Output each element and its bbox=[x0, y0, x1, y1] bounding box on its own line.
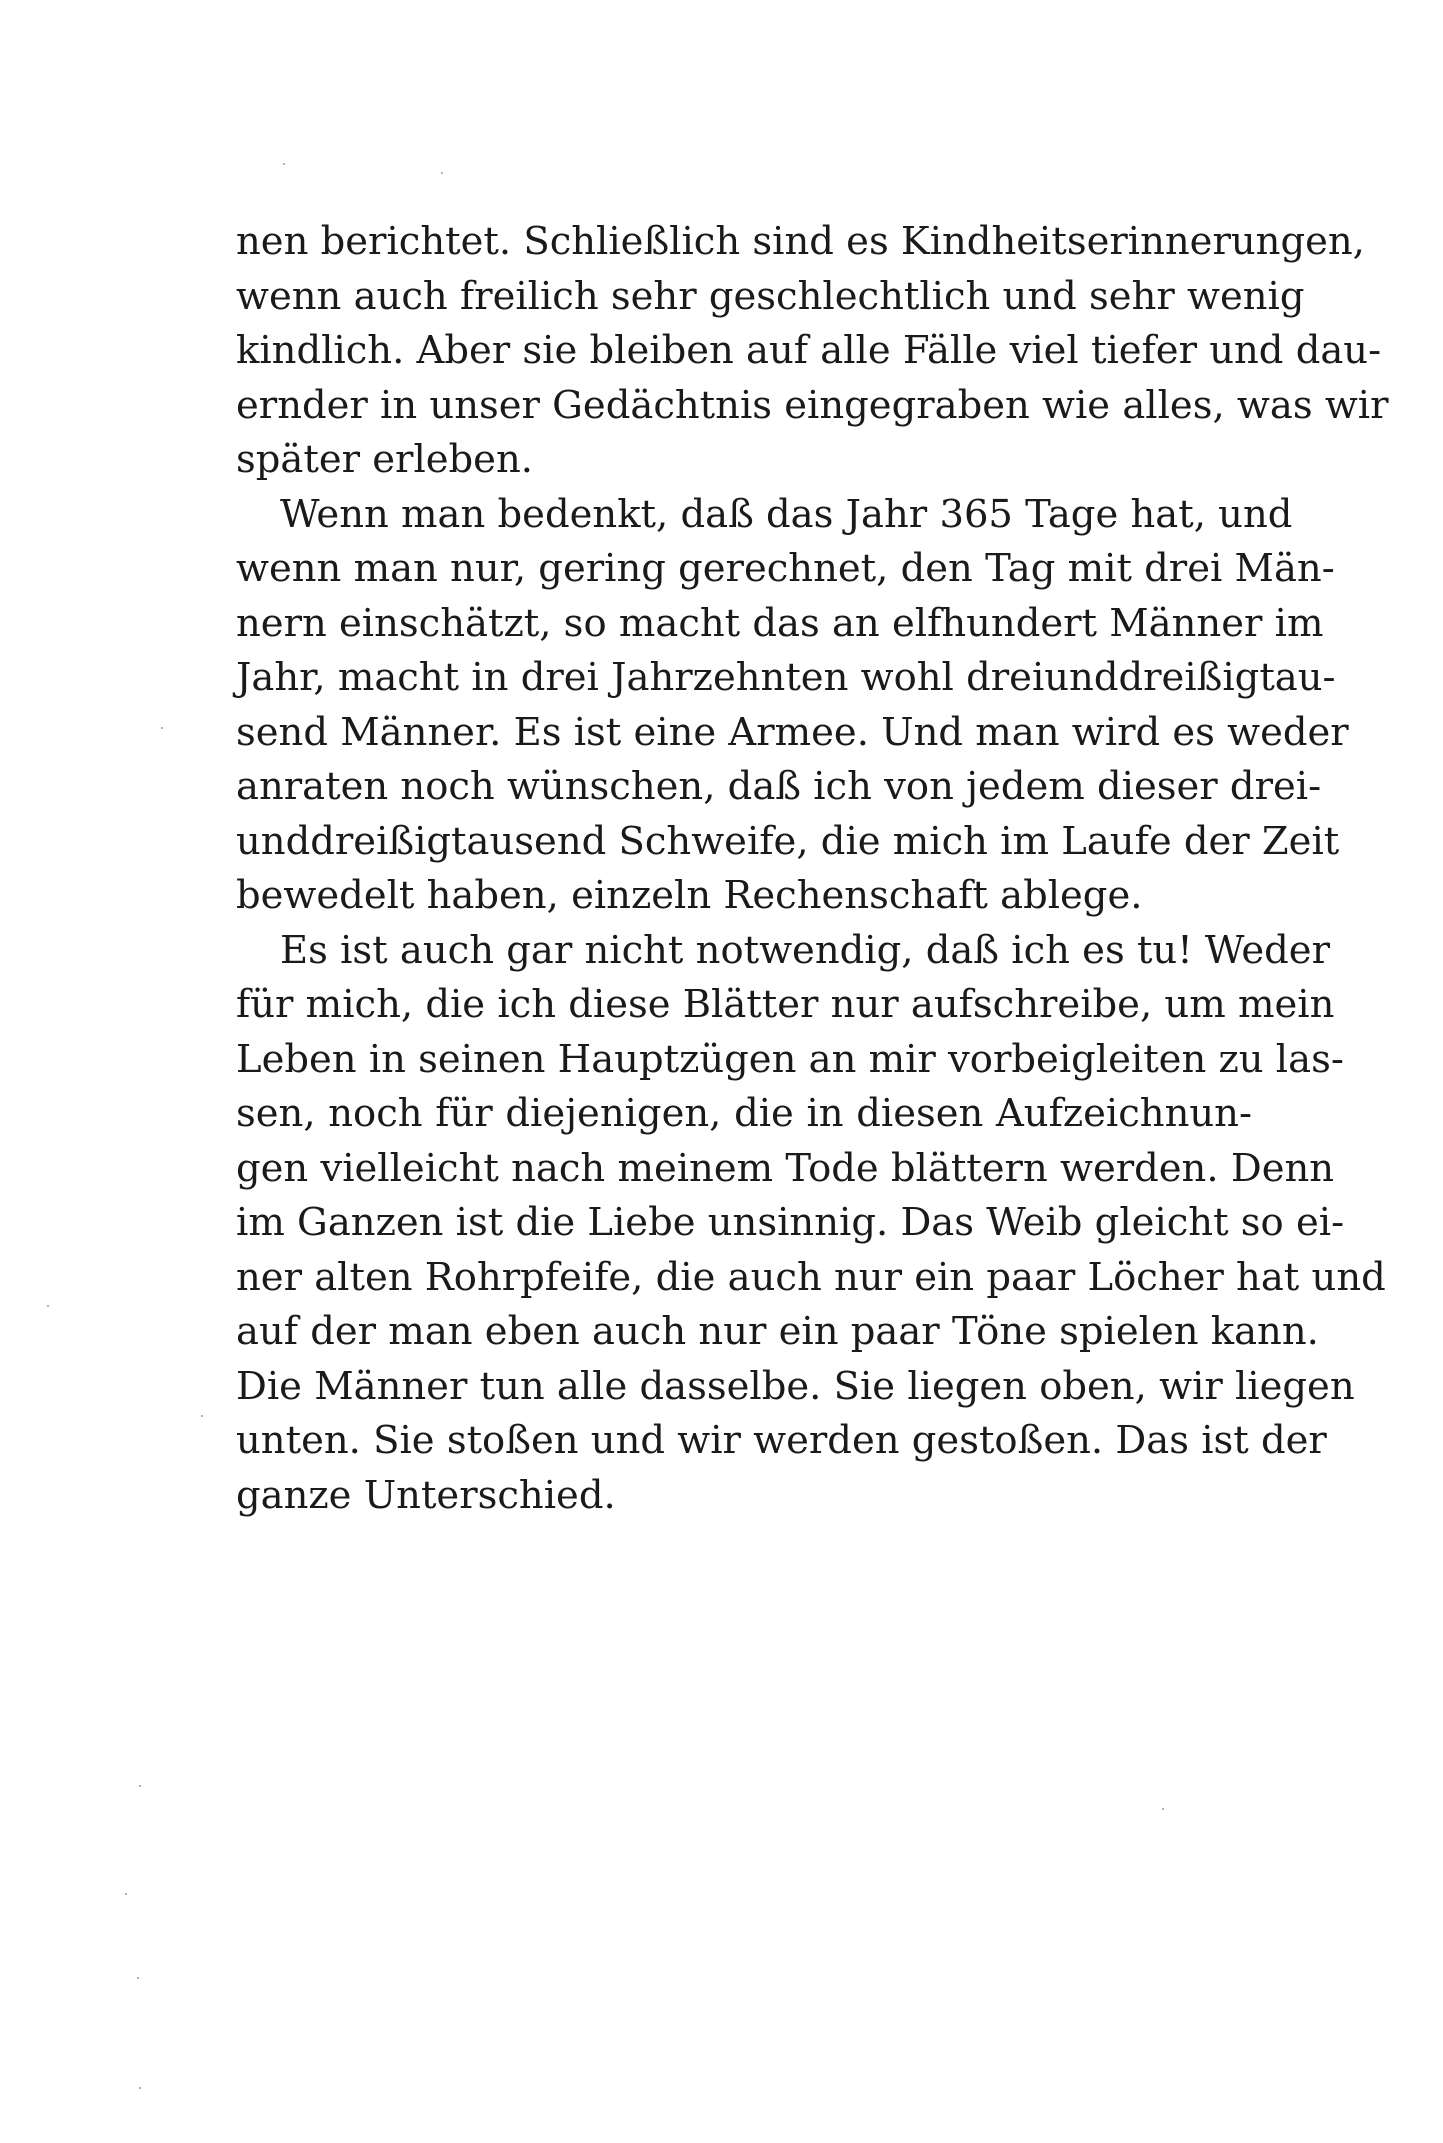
text-line: Wenn man bedenkt, daß das Jahr 365 Tage hat, und bbox=[280, 491, 1293, 537]
text-line: sen, noch für diejenigen, die in diesen Aufzeichnun- bbox=[236, 1091, 1252, 1136]
text-line: nern einschätzt, so macht das an elfhundert Männer im bbox=[236, 600, 1324, 646]
scan-speck bbox=[441, 172, 443, 174]
scan-speck bbox=[139, 2087, 141, 2089]
text-line: später erleben. bbox=[236, 437, 534, 482]
scan-speck bbox=[137, 1977, 139, 1979]
text-line: nen berichtet. Schließlich sind es Kindheitserinnerungen, bbox=[236, 219, 1365, 264]
text-line: Es ist auch gar nicht notwendig, daß ich es tu! Weder bbox=[280, 927, 1330, 973]
text-line: kindlich. Aber sie bleiben auf alle Fälle viel tiefer und dau- bbox=[236, 328, 1382, 373]
text-line: im Ganzen ist die Liebe unsinnig. Das Weib gleicht so ei- bbox=[236, 1200, 1345, 1245]
text-line: für mich, die ich diese Blätter nur aufschreibe, um mein bbox=[236, 982, 1335, 1027]
scan-speck bbox=[47, 1305, 49, 1307]
body-text bbox=[236, 215, 1389, 1523]
text-line: Jahr, macht in drei Jahrzehnten wohl dreiunddreißigtau- bbox=[236, 655, 1336, 700]
text-line: wenn man nur, gering gerechnet, den Tag mit drei Män- bbox=[236, 546, 1335, 591]
text-line: ner alten Rohrpfeife, die auch nur ein paar Löcher hat und bbox=[236, 1254, 1386, 1300]
text-line: gen vielleicht nach meinem Tode blättern werden. Denn bbox=[236, 1145, 1335, 1191]
text-line: Leben in seinen Hauptzügen an mir vorbeigleiten zu las- bbox=[236, 1036, 1344, 1082]
text-line: wenn auch freilich sehr geschlechtlich und sehr wenig bbox=[236, 273, 1305, 319]
text-line: anraten noch wünschen, daß ich von jedem dieser drei- bbox=[236, 764, 1322, 809]
text-line: unddreißigtausend Schweife, die mich im Laufe der Zeit bbox=[236, 818, 1340, 864]
text-line: ernder in unser Gedächtnis eingegraben wie alles, was wir bbox=[236, 382, 1389, 428]
scan-speck bbox=[125, 1893, 127, 1895]
scan-speck bbox=[139, 1785, 141, 1787]
scan-speck bbox=[201, 1415, 203, 1417]
scan-speck bbox=[283, 163, 285, 165]
text-line: unten. Sie stoßen und wir werden gestoßen. Das ist der bbox=[236, 1418, 1327, 1463]
text-line: bewedelt haben, einzeln Rechenschaft ablege. bbox=[236, 873, 1143, 918]
text-line: ganze Unterschied. bbox=[236, 1472, 616, 1518]
scan-speck bbox=[161, 727, 163, 729]
text-line: send Männer. Es ist eine Armee. Und man wird es weder bbox=[236, 709, 1349, 755]
scan-speck bbox=[1162, 1808, 1164, 1810]
text-line: Die Männer tun alle dasselbe. Sie liegen oben, wir liegen bbox=[236, 1363, 1355, 1409]
text-line: auf der man eben auch nur ein paar Töne spielen kann. bbox=[236, 1309, 1319, 1354]
